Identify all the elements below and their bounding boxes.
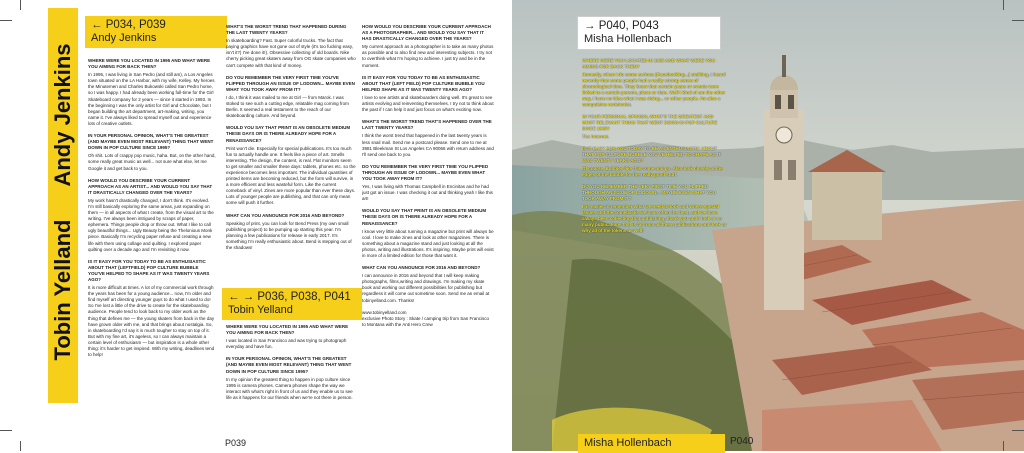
answer: I do, I think it was mailed to me at Girl — from Marok. I was stoked to see such a cutting edge, relatable mag coming from Berlin. It seemed a real testament to the reach of our skateboarding culture. And beyond. bbox=[226, 94, 349, 119]
answer: Speaking of print, you can look for Bend Press (my own small publishing project) to be pumping up starting this year. I'm planning a few publications for release in early 2017. It's something I'm really enthusiastic about. Bend is stepping out of the shadows! bbox=[226, 220, 352, 250]
question: WHAT CAN YOU ANNOUNCE FOR 2016 AND BEYOND? bbox=[226, 212, 345, 218]
question: WHAT'S THE WORST TREND THAT HAPPENED DURING THE LAST TWENTY YEARS? bbox=[226, 24, 347, 36]
question: WOULD YOU SAY THAT PRINT IS AN OBSOLETE MEDIUM THESE DAYS OR IS THERE ALREADY HOPE FOR A RENAISSANCE? bbox=[226, 125, 351, 143]
answer: Yes, I was living with Thomas Campbell in Encinitas and he had just got an issue. I was checking it out and thinking yeah I like this art! bbox=[362, 184, 493, 202]
overlay-interview-text bbox=[582, 52, 727, 322]
column-andy-2 bbox=[226, 18, 356, 286]
answer: I know very little about running a magazine but print will always be cool. I love to make zines and look at other magazines. There is something about a magazine stand and just looking at all the photos, writing and illustrations. It's inspiring. Maybe print will exist in more of a limited edition for those that want it. bbox=[362, 228, 494, 258]
header-tobin-name: Tobin Yelland bbox=[228, 304, 293, 316]
answer: I can announce in 2016 and beyond that I will keep making photographs, films,writing and drawings. I'm making my skate book and working out different possibilities for publishing but regardless it will come out sometime soon. Send me an email at tobinyelland.com. Thanks! bbox=[362, 273, 490, 303]
answer: Honestly, when I do some serious (Facebooking...) stalking, I heard recently that some people had a really strong sense of chronological time. They knew that certain years or events were linked to a certain person, place or date. Well I kind of am the other way, I have no idea what I was doing... or other people. I'm also a compulsive revisionist. bbox=[582, 72, 726, 107]
column-footer-links: www.tobinyelland.com exclusive Photo Story : Skate / camping trip from San Francisco to Montana with the Anti Hero Crew bbox=[362, 309, 490, 327]
column-tobin-1 bbox=[226, 318, 356, 433]
answer: In skateboarding? Fast. Super colorful trucks. The fact that paying graphics have not gone out of style (it's too fucking easy, isn't it?) I've done it!). Obsessive collecting of old boards. Nike cherry picking great skaters away from OG skate companies who can't compete with that kind of money. bbox=[226, 38, 356, 68]
question: DO YOU REMEMBER THE VERY FIRST TIME YOU FLIPPED THROUGH AN ISSUE OF LODOWN... MAYBE EVEN WHAT YOU TOOK AWAY FROM IT? bbox=[582, 184, 717, 201]
header-andy-name: Andy Jenkins bbox=[91, 32, 157, 44]
answer: I was located in San Francisco and was trying to photograph everyday and have fun. bbox=[226, 338, 347, 350]
answer: Oh shit. Lots of crappy pop music, haha. But, on the other hand, some really great music as well... not sure what else, let me Google it and get back to you. bbox=[88, 153, 216, 171]
vertical-name-andy: Andy Jenkins bbox=[50, 43, 75, 187]
question: WHERE WERE YOU LOCATED IN 1995 AND WHAT WERE YOU AIMING FOR BACK THEN? bbox=[226, 324, 349, 336]
header-tobin-ref: ← → P036, P038, P041 bbox=[228, 291, 351, 303]
question: WHAT'S THE WORST TREND THAT'S HAPPENED OVER THE LAST TWENTY YEARS? bbox=[362, 119, 492, 131]
answer: I love to see artists and skateboarders doing well. It's great to see artists evolving and reinventing themselves. I try not to think about the past if I can help it and just focus on what's exciting now. bbox=[362, 94, 494, 113]
answer: My work hasn't drastically changed, I don't think. It's evolved. I'm still basically exploring the same areas, just expanding on them — in all aspects of what I create, from the visual art to the writing. I've always been intrigued by scraps of paper, ephemera. Things people drop or throw out. What I like to call ugly beautiful things... Ugly Beauty being the Thelonious Monk piece. Basically I'm recycling paper refuse and creating a new life with them using collage and quilting. I explored paper quilting over a decade ago and I'm revisiting it now. bbox=[88, 197, 214, 252]
header-andy bbox=[85, 16, 227, 48]
vertical-name-tobin: Tobin Yelland bbox=[50, 219, 75, 361]
question: WHERE WERE YOU LOCATED IN 1995 AND WHAT WERE YOU AIMING FOR BACK THEN? bbox=[88, 58, 211, 70]
answer: Print won't die. Especially for special publications. It's too much fun to actually handle one. It feels like a piece of art. Smells interesting. The design, the content, is real. Flat monitors seem to get smaller and smaller these days: tablets, phones etc. so the experience becomes less important. The individual quantities of printed items are becoming reduced, but the form will survive, in a more efficient and less wasteful form. Like the current comeback of vinyl. Zines are more popular than ever these days. Lots of younger people are publishing, and that can only mean some will push it further. bbox=[226, 145, 356, 206]
answer: My current approach as a photographer is to take as many photos as possible and to also find new and interesting subjects. I try not to overthink what I'm hoping to achieve. I just try and be in the moment. bbox=[362, 44, 494, 68]
header-andy-ref: ← P034, P039 bbox=[91, 19, 166, 31]
answer: In 1995, I was living in San Pedro (and still am), a Los Angeles town situated on the LA Harbor, with my wife, Kelley. My heroes the Minutemen and Charles Bukowski called San Pedro home, so I was happy. I had already been working full-time for the Girl Skateboard company for 2 years — since it started in 1993. In the beginning I was the only artist for Girl and Chocolate, but I began building the art department, art-making, writing, you name it. I've always liked to spread myself out and experience lots of creative outlets. bbox=[88, 72, 215, 126]
question: IN YOUR PERSONAL OPINION, WHAT'S THE GREATEST (AND MAYBE EVEN MOST RELEVANT) THING THAT WENT DOWN IN POP CULTURE SINCE 1995? bbox=[88, 133, 214, 151]
question: IS IT EASY FOR YOU TODAY TO BE AS ENTHUSIASTIC ABOUT THAT (LEFT FIELD) POP CULTURE BUBBLE YOU HELPED SHAPE AS IT WAS TWENTY YEARS AGO? bbox=[362, 74, 485, 92]
answer: In my opinion the greatest thing to happen in pop culture since 1995 is camera phones. Camera phones shape the way we interact with what's right in front of us and they enable us to see life as it happens for our friends when we're not there in person. bbox=[226, 376, 353, 400]
column-tobin-2 bbox=[362, 18, 494, 451]
folio-right: P040 bbox=[730, 436, 754, 447]
folio-left: P039 bbox=[225, 438, 247, 448]
question: IS IT EASY FOR YOU TODAY TO BE AS ENTHUSIASTIC ABOUT THAT POP CULTURE BUBBLE YOU'VE HELPED TO SHAPE AS IT WAS TWENTY YEARS AGO? bbox=[582, 146, 722, 163]
spine-gutter bbox=[505, 0, 512, 451]
question: HOW WOULD YOU DESCRIBE YOUR CURRENT APPROACH AS AN ARTIST... AND WOULD YOU SAY THAT IT DRASTICALLY CHANGED OVER THE YEARS? bbox=[88, 177, 213, 195]
header-tobin bbox=[222, 288, 362, 320]
header-misha-ref: → P040, P043 bbox=[584, 20, 659, 32]
header-misha bbox=[577, 16, 721, 50]
answer: The internet. bbox=[582, 134, 610, 139]
question: DO YOU REMEMBER THE VERY FIRST TIME YOU FLIPPED THROUGH AN ISSUE OF LODOWN... MAYBE EVEN WHAT YOU TOOK AWAY FROM IT? bbox=[362, 163, 489, 181]
answer: It is easier to remember what we need to look and where special issues and the comebacks we have often the best, and we have always been collecting that publishing, thank you and I look at so many publications that is far from all these publications and look at why all of the tokens as well! bbox=[582, 204, 727, 233]
question: IS IT EASY FOR YOU TODAY TO BE AS ENTHUSIASTIC ABOUT THAT (LEFTFIELD) POP CULTURE BUBBLE YOU'VE HELPED TO SHAPE AS IT WAS TWENTY YEARS AGO? bbox=[88, 258, 210, 282]
answer: It is more difficult at times. A lot of my commercial work through the years has been for a young audience... now, I'm older and find myself art directing younger guys to do what I used to do! So I've lost a little of the drive to create for the skateboarding audience. People tend to look back to my older work as the thing that defines me — the young skaters from back in the day have grown older with me, and that brings about nostalgia. So, in skateboarding I'd say it is much tougher to stay on top of it. But with my fine art, it's ageless, so I can always maintain a certain level of enthusiasm — but inspiration is a whole other thing: it's harder to get inspired. With my writing, deadlines tend to help! bbox=[88, 285, 215, 358]
answer: I think the worst trend that happened in the last twenty years is less snail mail. Send me a postcard please. Send one to me at 3981 Bleekman St Los Angeles CA 90066 with return address and I'll send one back to you. bbox=[362, 133, 494, 157]
column-andy-1 bbox=[88, 52, 216, 427]
header-misha-name: Misha Hollenbach bbox=[584, 33, 672, 45]
question: HOW WOULD YOU DESCRIBE YOUR CURRENT APPROACH AS A PHOTOGRAPHER... AND WOULD YOU SAY THAT IT HAS DRASTICALLY CHANGED OVER THE YEARS? bbox=[362, 24, 491, 42]
question: IN YOUR PERSONAL OPINION, WHAT'S THE GREATEST (AND MAYBE EVEN MOST RELEVANT) THING THAT WENT DOWN IN POP CULTURE SINCE 1995? bbox=[226, 356, 352, 374]
question: WHERE WERE YOU LOCATED IN 1995 AND WHAT WERE YOU AIMING FOR BACK THEN? bbox=[582, 58, 716, 69]
footer-name-misha: Misha Hollenbach bbox=[578, 434, 725, 453]
question: DO YOU REMEMBER THE VERY FIRST TIME YOU'VE FLIPPED THROUGH AN ISSUE OF LODOWN... MAYBE EVEN WHAT YOU TOOK AWAY FROM IT? bbox=[226, 74, 355, 92]
answer: Of course. Bubbles like this come and go. Also look closely at the edges of the bubble for the really good stuff. bbox=[582, 166, 723, 177]
question: WOULD YOU SAY THAT PRINT IS AN OBSOLETE MEDIUM THESE DAYS OR IS THERE ALREADY HOPE FOR A RENAISSANCE? bbox=[362, 208, 487, 226]
question: WHAT CAN YOU ANNOUNCE FOR 2016 AND BEYOND? bbox=[362, 265, 481, 271]
left-page bbox=[0, 0, 505, 451]
question: IN YOUR PERSONAL OPINION, WHAT'S THE GREATEST AND MOST RELEVANT THING THAT WENT DOWN IN POP CULTURE SINCE 1995? bbox=[582, 114, 718, 131]
